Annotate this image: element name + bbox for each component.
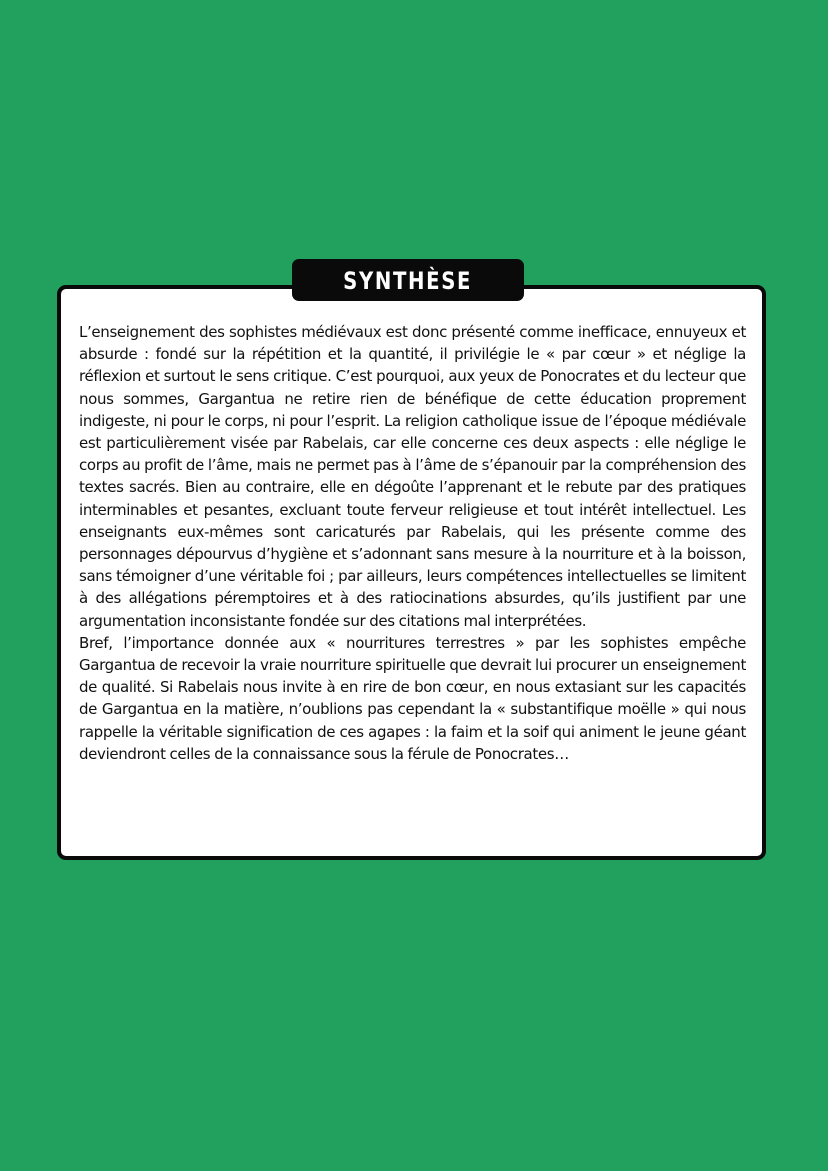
synthese-text: [79, 321, 746, 765]
synthese-title: SYNTHÈSE: [343, 266, 473, 295]
synthese-paragraph: L’enseignement des sophistes médiévaux est donc présenté comme inefficace, ennuyeux et absurde : fondé sur la répétition et la quantité, il privilégie le « par cœur » et néglige la réflexion et surtout le sens critique. C’est pourquoi, aux yeux de Ponocrates et du lecteur que nous sommes, Gargantua ne retire rien de bénéfique de cette éducation proprement indigeste, ni pour le corps, ni pour l’esprit. La religion catholique issue de l’époque médiévale est particulièrement visée par Rabelais, car elle concerne ces deux aspects : elle néglige le corps au profit de l’âme, mais ne permet pas à l’âme de s’épanouir par la compréhension des textes sacrés. Bien au contraire, elle en dégoûte l’apprenant et le rebute par des pratiques interminables et pesantes, excluant toute ferveur religieuse et tout intérêt intellectuel. Les enseignants eux-mêmes sont caricaturés par Rabelais, qui les présente comme des personnages dépourvus d’hygiène et s’adonnant sans mesure à la nourriture et à la boisson, sans témoigner d’une véritable foi ; par ailleurs, leurs compétences intellectuelles se limitent à des allégations péremptoires et à des ratiocinations absurdes, qu’ils justifient par une argumentation inconsistante fondée sur des citations mal interprétées.: [79, 323, 746, 630]
synthese-box: [57, 285, 766, 860]
synthese-paragraph: Bref, l’importance donnée aux « nourritures terrestres » par les sophistes empêche Gargantua de recevoir la vraie nourriture spirituelle que devrait lui procurer un enseignement de qualité. Si Rabelais nous invite à en rire de bon cœur, en nous extasiant sur les capacités de Gargantua en la matière, n’oublions pas cependant la « substantifique moëlle » qui nous rappelle la véritable signification de ces agapes : la faim et la soif qui animent le jeune géant deviendront celles de la connaissance sous la férule de Ponocrates…: [79, 633, 746, 763]
synthese-title-tab: [292, 259, 524, 301]
